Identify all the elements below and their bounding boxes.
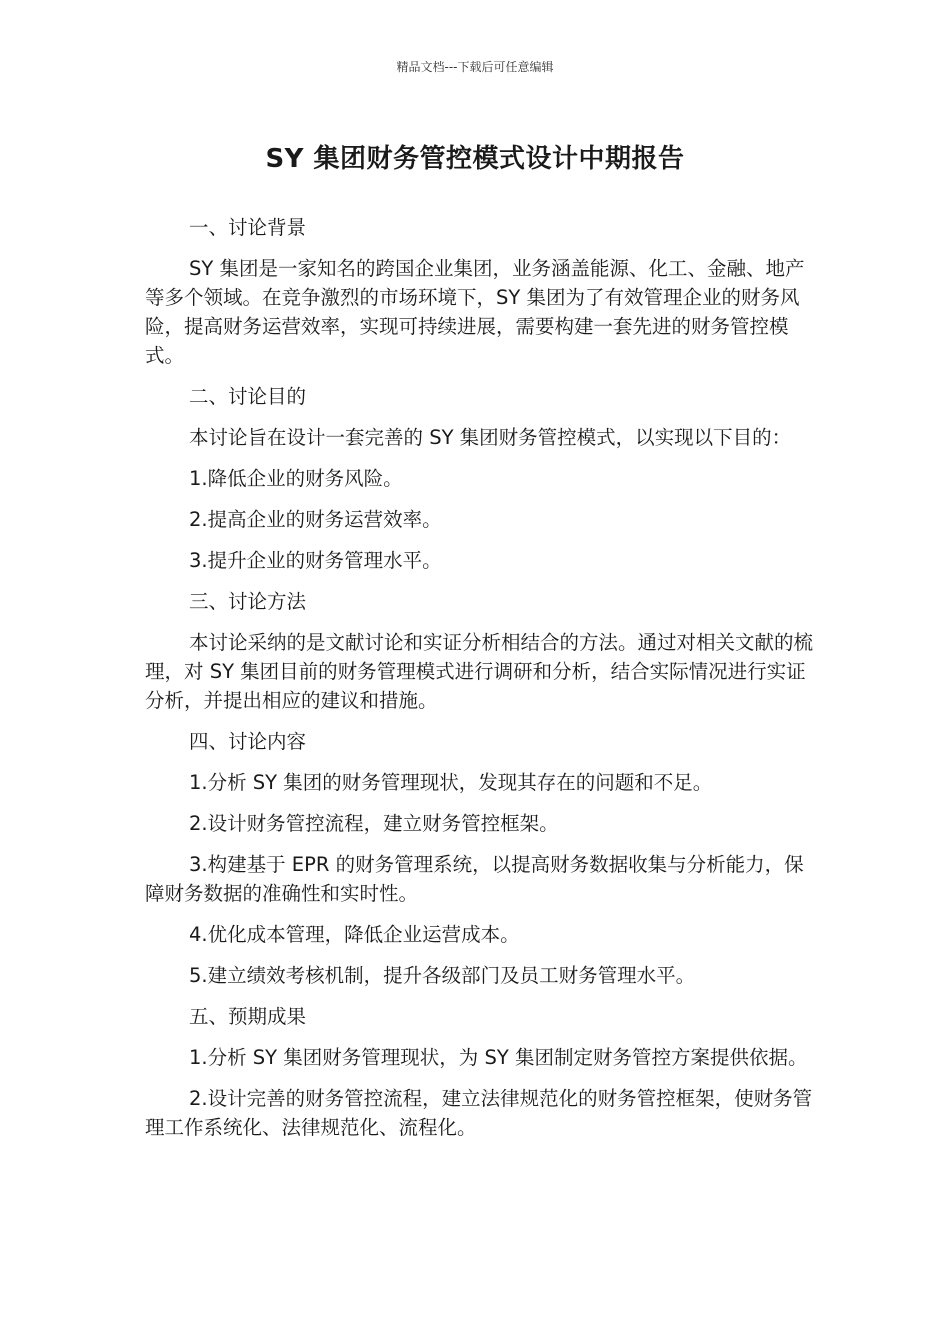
document-body [145, 213, 813, 1154]
list-item-content-3: 3.构建基于 EPR 的财务管理系统，以提高财务数据收集与分析能力，保障财务数据的准确性和实时性。 [145, 853, 804, 905]
list-item-outcome-1: 1.分析 SY 集团财务管理现状，为 SY 集团制定财务管控方案提供依据。 [189, 1046, 808, 1069]
document-title: SY 集团财务管控模式设计中期报告 [265, 144, 685, 174]
paragraph-purpose-intro: 本讨论旨在设计一套完善的 SY 集团财务管控模式，以实现以下目的： [189, 426, 792, 449]
list-item-content-2: 2.设计财务管控流程，建立财务管控框架。 [189, 812, 559, 835]
list-item-outcome-2: 2.设计完善的财务管控流程，建立法律规范化的财务管控框架，使财务管理工作系统化、法律规范化、流程化。 [145, 1087, 813, 1139]
section-heading-content: 四、讨论内容 [189, 730, 307, 753]
list-item-content-5: 5.建立绩效考核机制，提升各级部门及员工财务管理水平。 [189, 964, 696, 987]
list-item-purpose-1: 1.降低企业的财务风险。 [189, 467, 403, 490]
paragraph-method: 本讨论采纳的是文献讨论和实证分析相结合的方法。通过对相关文献的梳理，对 SY 集团目前的财务管理模式进行调研和分析，结合实际情况进行实证分析，并提出相应的建议和措施。 [145, 631, 814, 712]
list-item-content-4: 4.优化成本管理，降低企业运营成本。 [189, 923, 520, 946]
section-heading-outcomes: 五、预期成果 [189, 1005, 307, 1028]
section-heading-purpose: 二、讨论目的 [189, 385, 307, 408]
paragraph-background: SY 集团是一家知名的跨国企业集团，业务涵盖能源、化工、金融、地产等多个领域。在竞争激烈的市场环境下，SY 集团为了有效管理企业的财务风险，提高财务运营效率，实现可持续进展，需要构建一套先进的财务管控模式。 [145, 257, 805, 367]
list-item-purpose-2: 2.提高企业的财务运营效率。 [189, 508, 442, 531]
section-heading-method: 三、讨论方法 [189, 590, 307, 613]
page-header: 精品文档---下载后可任意编辑 [396, 60, 554, 74]
section-heading-background: 一、讨论背景 [189, 216, 307, 239]
list-item-purpose-3: 3.提升企业的财务管理水平。 [189, 549, 442, 572]
list-item-content-1: 1.分析 SY 集团的财务管理现状，发现其存在的问题和不足。 [189, 771, 713, 794]
